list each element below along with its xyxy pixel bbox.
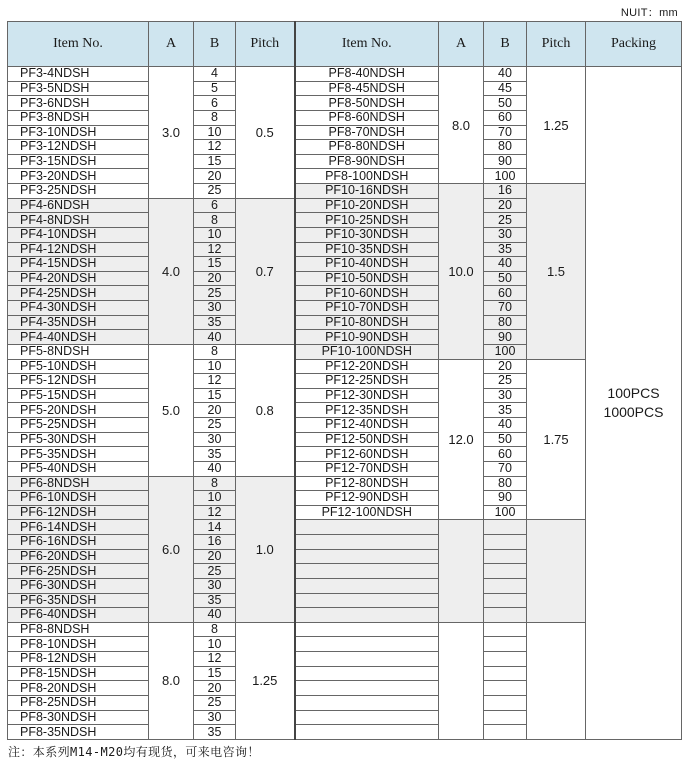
empty-cell — [295, 549, 439, 564]
footnote: 注：本系列M14-M20均有现货，可来电咨询！ — [8, 745, 260, 759]
item-no-cell: PF8-40NDSH — [295, 67, 439, 82]
a-value-cell: 12.0 — [439, 359, 484, 520]
item-no-cell: PF10-35NDSH — [295, 242, 439, 257]
table-row — [8, 520, 682, 535]
empty-cell — [295, 666, 439, 681]
b-value-cell: 25 — [194, 695, 236, 710]
item-no-cell: PF6-16NDSH — [8, 535, 149, 550]
item-no-cell: PF8-15NDSH — [8, 666, 149, 681]
table-row — [8, 184, 682, 199]
item-no-cell: PF8-30NDSH — [8, 710, 149, 725]
header-a: A — [149, 22, 194, 67]
item-no-cell: PF6-10NDSH — [8, 491, 149, 506]
b-value-cell: 90 — [484, 491, 527, 506]
item-no-cell: PF8-35NDSH — [8, 725, 149, 740]
b-value-cell: 10 — [194, 125, 236, 140]
pitch-value-cell: 1.0 — [236, 476, 295, 622]
pitch-value-cell: 0.8 — [236, 344, 295, 476]
b-value-cell: 16 — [194, 535, 236, 550]
b-value-cell: 50 — [484, 271, 527, 286]
b-value-cell: 20 — [484, 359, 527, 374]
item-no-cell: PF6-14NDSH — [8, 520, 149, 535]
item-no-cell: PF10-60NDSH — [295, 286, 439, 301]
empty-cell — [484, 637, 527, 652]
empty-cell — [527, 622, 586, 739]
b-value-cell: 15 — [194, 666, 236, 681]
b-value-cell: 4 — [194, 67, 236, 82]
header-row — [8, 22, 682, 67]
empty-cell — [484, 564, 527, 579]
b-value-cell: 10 — [194, 637, 236, 652]
item-no-cell: PF10-100NDSH — [295, 344, 439, 359]
empty-cell — [295, 578, 439, 593]
packing-value: 1000PCS — [603, 404, 664, 420]
packing-cell — [586, 67, 682, 740]
b-value-cell: 6 — [194, 96, 236, 111]
empty-cell — [484, 725, 527, 740]
item-no-cell: PF8-45NDSH — [295, 81, 439, 96]
pitch-value-cell: 1.5 — [527, 184, 586, 360]
b-value-cell: 16 — [484, 184, 527, 199]
item-no-cell: PF8-8NDSH — [8, 622, 149, 637]
empty-cell — [295, 593, 439, 608]
b-value-cell: 100 — [484, 344, 527, 359]
b-value-cell: 30 — [194, 710, 236, 725]
item-no-cell: PF12-35NDSH — [295, 403, 439, 418]
table-row — [8, 622, 682, 637]
item-no-cell: PF5-25NDSH — [8, 418, 149, 433]
b-value-cell: 80 — [484, 315, 527, 330]
b-value-cell: 80 — [484, 476, 527, 491]
empty-cell — [295, 637, 439, 652]
b-value-cell: 20 — [194, 549, 236, 564]
b-value-cell: 30 — [484, 227, 527, 242]
item-no-cell: PF3-4NDSH — [8, 67, 149, 82]
item-no-cell: PF12-100NDSH — [295, 505, 439, 520]
b-value-cell: 20 — [194, 169, 236, 184]
item-no-cell: PF3-15NDSH — [8, 154, 149, 169]
a-value-cell: 6.0 — [149, 476, 194, 622]
b-value-cell: 35 — [484, 242, 527, 257]
item-no-cell: PF10-25NDSH — [295, 213, 439, 228]
b-value-cell: 25 — [194, 184, 236, 199]
item-no-cell: PF8-70NDSH — [295, 125, 439, 140]
empty-cell — [295, 652, 439, 667]
b-value-cell: 8 — [194, 213, 236, 228]
item-no-cell: PF10-90NDSH — [295, 330, 439, 345]
b-value-cell: 15 — [194, 388, 236, 403]
b-value-cell: 20 — [194, 681, 236, 696]
b-value-cell: 20 — [194, 271, 236, 286]
pitch-value-cell: 0.7 — [236, 198, 295, 344]
item-no-cell: PF10-70NDSH — [295, 301, 439, 316]
b-value-cell: 12 — [194, 140, 236, 155]
b-value-cell: 50 — [484, 432, 527, 447]
item-no-cell: PF10-20NDSH — [295, 198, 439, 213]
b-value-cell: 12 — [194, 652, 236, 667]
pitch-value-cell: 1.75 — [527, 359, 586, 520]
header-packing: Packing — [586, 22, 682, 67]
b-value-cell: 60 — [484, 286, 527, 301]
b-value-cell: 10 — [194, 491, 236, 506]
empty-cell — [295, 535, 439, 550]
empty-cell — [527, 520, 586, 622]
item-no-cell: PF4-12NDSH — [8, 242, 149, 257]
b-value-cell: 15 — [194, 154, 236, 169]
b-value-cell: 90 — [484, 330, 527, 345]
item-no-cell: PF8-12NDSH — [8, 652, 149, 667]
b-value-cell: 40 — [194, 330, 236, 345]
header-b-2: B — [484, 22, 527, 67]
b-value-cell: 60 — [484, 447, 527, 462]
b-value-cell: 60 — [484, 110, 527, 125]
b-value-cell: 8 — [194, 344, 236, 359]
b-value-cell: 40 — [194, 608, 236, 623]
item-no-cell: PF5-10NDSH — [8, 359, 149, 374]
b-value-cell: 10 — [194, 359, 236, 374]
item-no-cell: PF4-35NDSH — [8, 315, 149, 330]
item-no-cell: PF12-90NDSH — [295, 491, 439, 506]
b-value-cell: 25 — [194, 564, 236, 579]
item-no-cell: PF8-10NDSH — [8, 637, 149, 652]
empty-cell — [295, 520, 439, 535]
b-value-cell: 30 — [194, 578, 236, 593]
empty-cell — [295, 725, 439, 740]
b-value-cell: 50 — [484, 96, 527, 111]
item-no-cell: PF5-35NDSH — [8, 447, 149, 462]
item-no-cell: PF10-16NDSH — [295, 184, 439, 199]
item-no-cell: PF6-25NDSH — [8, 564, 149, 579]
item-no-cell: PF8-90NDSH — [295, 154, 439, 169]
a-value-cell: 10.0 — [439, 184, 484, 360]
item-no-cell: PF8-100NDSH — [295, 169, 439, 184]
pitch-value-cell: 0.5 — [236, 67, 295, 199]
header-item-no-2: Item No. — [295, 22, 439, 67]
empty-cell — [484, 695, 527, 710]
header-a-2: A — [439, 22, 484, 67]
item-no-cell: PF4-6NDSH — [8, 198, 149, 213]
item-no-cell: PF5-40NDSH — [8, 461, 149, 476]
item-no-cell: PF3-5NDSH — [8, 81, 149, 96]
item-no-cell: PF12-50NDSH — [295, 432, 439, 447]
item-no-cell: PF8-80NDSH — [295, 140, 439, 155]
header-b: B — [194, 22, 236, 67]
b-value-cell: 35 — [484, 403, 527, 418]
b-value-cell: 25 — [194, 286, 236, 301]
empty-cell — [439, 622, 484, 739]
item-no-cell: PF6-30NDSH — [8, 578, 149, 593]
b-value-cell: 90 — [484, 154, 527, 169]
item-no-cell: PF5-20NDSH — [8, 403, 149, 418]
a-value-cell: 8.0 — [149, 622, 194, 739]
b-value-cell: 8 — [194, 476, 236, 491]
empty-cell — [484, 652, 527, 667]
item-no-cell: PF4-8NDSH — [8, 213, 149, 228]
empty-cell — [484, 593, 527, 608]
b-value-cell: 35 — [194, 725, 236, 740]
item-no-cell: PF3-10NDSH — [8, 125, 149, 140]
item-no-cell: PF3-25NDSH — [8, 184, 149, 199]
b-value-cell: 25 — [194, 418, 236, 433]
b-value-cell: 80 — [484, 140, 527, 155]
item-no-cell: PF10-50NDSH — [295, 271, 439, 286]
b-value-cell: 25 — [484, 374, 527, 389]
item-no-cell: PF4-40NDSH — [8, 330, 149, 345]
b-value-cell: 40 — [484, 257, 527, 272]
packing-value: 100PCS — [607, 385, 660, 401]
b-value-cell: 15 — [194, 257, 236, 272]
b-value-cell: 40 — [484, 418, 527, 433]
a-value-cell: 3.0 — [149, 67, 194, 199]
b-value-cell: 35 — [194, 315, 236, 330]
b-value-cell: 20 — [194, 403, 236, 418]
item-no-cell: PF12-60NDSH — [295, 447, 439, 462]
item-no-cell: PF6-12NDSH — [8, 505, 149, 520]
b-value-cell: 6 — [194, 198, 236, 213]
a-value-cell: 5.0 — [149, 344, 194, 476]
b-value-cell: 8 — [194, 622, 236, 637]
table-row — [8, 67, 682, 82]
b-value-cell: 30 — [484, 388, 527, 403]
item-no-cell: PF4-10NDSH — [8, 227, 149, 242]
item-no-cell: PF12-20NDSH — [295, 359, 439, 374]
item-no-cell: PF4-20NDSH — [8, 271, 149, 286]
empty-cell — [484, 681, 527, 696]
item-no-cell: PF8-60NDSH — [295, 110, 439, 125]
item-no-cell: PF12-25NDSH — [295, 374, 439, 389]
empty-cell — [484, 520, 527, 535]
spec-table — [7, 21, 681, 740]
item-no-cell: PF4-25NDSH — [8, 286, 149, 301]
b-value-cell: 35 — [194, 593, 236, 608]
b-value-cell: 30 — [194, 301, 236, 316]
empty-cell — [439, 520, 484, 622]
b-value-cell: 40 — [194, 461, 236, 476]
item-no-cell: PF3-12NDSH — [8, 140, 149, 155]
b-value-cell: 70 — [484, 125, 527, 140]
empty-cell — [295, 710, 439, 725]
empty-cell — [484, 666, 527, 681]
item-no-cell: PF6-35NDSH — [8, 593, 149, 608]
empty-cell — [295, 564, 439, 579]
b-value-cell: 8 — [194, 110, 236, 125]
item-no-cell: PF12-70NDSH — [295, 461, 439, 476]
item-no-cell: PF8-50NDSH — [295, 96, 439, 111]
empty-cell — [484, 549, 527, 564]
item-no-cell: PF5-8NDSH — [8, 344, 149, 359]
item-no-cell: PF10-30NDSH — [295, 227, 439, 242]
table-body — [8, 67, 682, 740]
empty-cell — [484, 608, 527, 623]
header-pitch-2: Pitch — [527, 22, 586, 67]
item-no-cell: PF5-30NDSH — [8, 432, 149, 447]
header-pitch: Pitch — [236, 22, 295, 67]
item-no-cell: PF3-8NDSH — [8, 110, 149, 125]
a-value-cell: 8.0 — [439, 67, 484, 184]
b-value-cell: 70 — [484, 301, 527, 316]
table-row — [8, 359, 682, 374]
b-value-cell: 35 — [194, 447, 236, 462]
header-item-no: Item No. — [8, 22, 149, 67]
item-no-cell: PF5-15NDSH — [8, 388, 149, 403]
item-no-cell: PF6-8NDSH — [8, 476, 149, 491]
b-value-cell: 14 — [194, 520, 236, 535]
b-value-cell: 12 — [194, 242, 236, 257]
item-no-cell: PF12-80NDSH — [295, 476, 439, 491]
item-no-cell: PF5-12NDSH — [8, 374, 149, 389]
empty-cell — [295, 681, 439, 696]
item-no-cell: PF3-6NDSH — [8, 96, 149, 111]
empty-cell — [484, 622, 527, 637]
b-value-cell: 100 — [484, 169, 527, 184]
empty-cell — [484, 710, 527, 725]
b-value-cell: 40 — [484, 67, 527, 82]
b-value-cell: 30 — [194, 432, 236, 447]
a-value-cell: 4.0 — [149, 198, 194, 344]
item-no-cell: PF3-20NDSH — [8, 169, 149, 184]
b-value-cell: 20 — [484, 198, 527, 213]
item-no-cell: PF4-15NDSH — [8, 257, 149, 272]
pitch-value-cell: 1.25 — [527, 67, 586, 184]
item-no-cell: PF6-40NDSH — [8, 608, 149, 623]
b-value-cell: 25 — [484, 213, 527, 228]
item-no-cell: PF8-20NDSH — [8, 681, 149, 696]
b-value-cell: 100 — [484, 505, 527, 520]
item-no-cell: PF10-80NDSH — [295, 315, 439, 330]
b-value-cell: 10 — [194, 227, 236, 242]
b-value-cell: 12 — [194, 374, 236, 389]
empty-cell — [484, 578, 527, 593]
b-value-cell: 5 — [194, 81, 236, 96]
unit-label: NUIT：mm — [620, 7, 678, 19]
b-value-cell: 45 — [484, 81, 527, 96]
item-no-cell: PF12-40NDSH — [295, 418, 439, 433]
b-value-cell: 12 — [194, 505, 236, 520]
empty-cell — [295, 608, 439, 623]
empty-cell — [484, 535, 527, 550]
item-no-cell: PF4-30NDSH — [8, 301, 149, 316]
pitch-value-cell: 1.25 — [236, 622, 295, 739]
item-no-cell: PF8-25NDSH — [8, 695, 149, 710]
empty-cell — [295, 622, 439, 637]
empty-cell — [295, 695, 439, 710]
item-no-cell: PF6-20NDSH — [8, 549, 149, 564]
b-value-cell: 70 — [484, 461, 527, 476]
item-no-cell: PF12-30NDSH — [295, 388, 439, 403]
item-no-cell: PF10-40NDSH — [295, 257, 439, 272]
